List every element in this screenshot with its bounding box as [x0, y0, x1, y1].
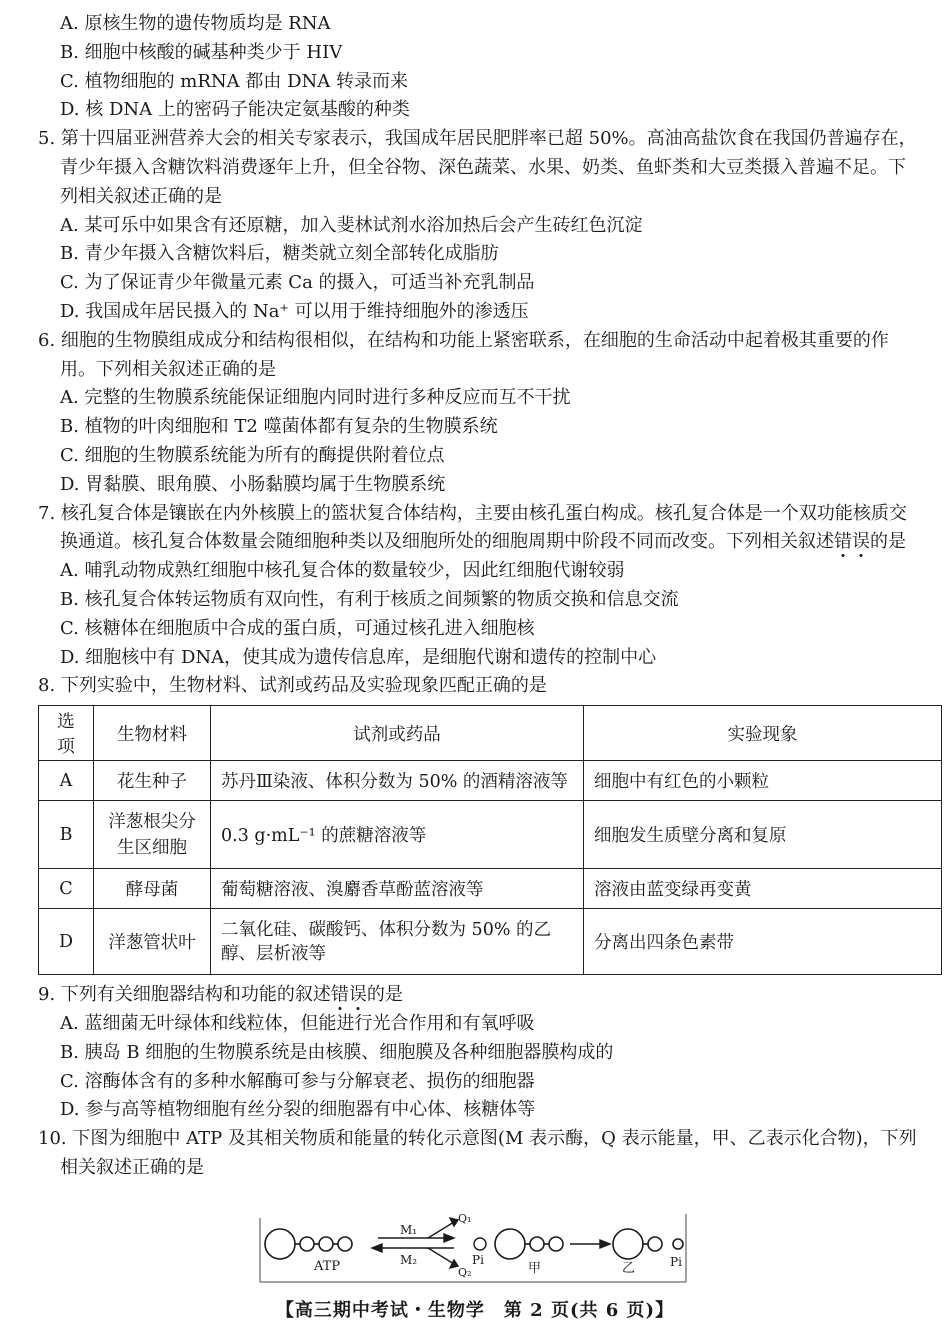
q6-option-b: B. 植物的叶肉细胞和 T2 噬菌体都有复杂的生物膜系统 [60, 416, 498, 438]
q4-option-d: D. 核 DNA 上的密码子能决定氨基酸的种类 [60, 99, 410, 121]
cell-material: 洋葱管状叶 [94, 909, 211, 975]
q9-option-b: B. 胰岛 B 细胞的生物膜系统是由核膜、细胞膜及各种细胞器膜构成的 [60, 1041, 614, 1063]
cell-phenomenon: 溶液由蓝变绿再变黄 [584, 869, 942, 909]
cell-phenomenon: 细胞发生质壁分离和复原 [584, 801, 942, 869]
q9-stem [38, 981, 918, 1010]
q7-stem [38, 500, 918, 558]
q9-option-d: D. 参与高等植物细胞有丝分裂的细胞器有中心体、核糖体等 [60, 1099, 536, 1121]
q5-option-a: A. 某可乐中如果含有还原糖，加入斐林试剂水浴加热后会产生砖红色沉淀 [60, 214, 643, 236]
q7-stem-end: 的是 [870, 531, 906, 553]
compound-jia [495, 1229, 563, 1259]
question-4-options [38, 10, 918, 125]
page-footer: 【高三期中考试・生物学 第 2 页(共 6 页)】 [275, 1300, 675, 1321]
table-row [39, 801, 942, 869]
phosphate-1 [474, 1238, 486, 1250]
q8-stem: 8. 下列实验中，生物材料、试剂或药品及实验现象匹配正确的是 [38, 675, 547, 697]
q9-stem-text: 9. 下列有关细胞器结构和功能的叙述 [38, 984, 331, 1006]
atp-diagram-svg [258, 1212, 698, 1290]
energy-q1-label: Q₁ [458, 1212, 472, 1225]
emphasis-char: 错 [834, 531, 852, 553]
cell-phenomenon: 分离出四条色素带 [584, 909, 942, 975]
q5-option-b: B. 青少年摄入含糖饮料后，糖类就立刻全部转化成脂肪 [60, 243, 499, 265]
q9-option-c: C. 溶酶体含有的多种水解酶可参与分解衰老、损伤的细胞器 [60, 1070, 535, 1092]
cell-material: 酵母菌 [94, 869, 211, 909]
cell-option: B [39, 801, 94, 869]
jia-label: 甲 [528, 1261, 542, 1276]
question-7 [38, 500, 918, 673]
q7-option-a: A. 哺乳动物成熟红细胞中核孔复合体的数量较少，因此红细胞代谢较弱 [60, 560, 625, 582]
q9-option-a: A. 蓝细菌无叶绿体和线粒体，但能进行光合作用和有氧呼吸 [60, 1012, 535, 1034]
q4-option-c: C. 植物细胞的 mRNA 都由 DNA 转录而来 [60, 70, 409, 92]
atp-label: ATP [314, 1259, 341, 1274]
table-row [39, 909, 942, 975]
question-6 [38, 327, 918, 500]
q5-stem: 5. 第十四届亚洲营养大会的相关专家表示，我国成年居民肥胖率已超 50%。高油高盐饮食在我国仍普遍存在，青少年摄入含糖饮料消费逐年上升，但全谷物、深色蔬菜、水果、奶类、鱼虾类和大豆类摄入普遍不足。下列相关叙述正确的是 [38, 128, 917, 207]
experiment-table [38, 705, 942, 975]
exam-page [38, 10, 918, 1183]
emphasis-char: 误 [852, 531, 870, 553]
q9-emphasis [331, 984, 367, 1005]
header-material: 生物材料 [94, 706, 211, 761]
arrow-to-yi [570, 1240, 610, 1248]
cell-reagent: 二氧化硅、碳酸钙、体积分数为 50% 的乙醇、层析液等 [211, 909, 584, 975]
q7-option-d: D. 细胞核中有 DNA，使其成为遗传信息库，是细胞代谢和遗传的控制中心 [60, 646, 657, 668]
atp-molecule [265, 1229, 352, 1259]
question-5 [38, 125, 918, 327]
q6-option-a: A. 完整的生物膜系统能保证细胞内同时进行多种反应而互不干扰 [60, 387, 571, 409]
cell-material: 花生种子 [94, 761, 211, 801]
pi-label-1: Pi [472, 1253, 484, 1267]
cell-option: D [39, 909, 94, 975]
q6-option-d: D. 胃黏膜、眼角膜、小肠黏膜均属于生物膜系统 [60, 473, 446, 495]
header-reagent: 试剂或药品 [211, 706, 584, 761]
table-header-row [39, 706, 942, 761]
cell-option: A [39, 761, 94, 801]
q7-stem-text: 7. 核孔复合体是镶嵌在内外核膜上的篮状复合体结构，主要由核孔蛋白构成。核孔复合体是一个双功能核质交换通道。核孔复合体数量会随细胞种类以及细胞所处的细胞周期中阶段不同而改变。下列相关叙述 [38, 502, 907, 553]
q4-option-a: A. 原核生物的遗传物质均是 RNA [60, 13, 331, 34]
table-row [39, 761, 942, 801]
header-option: 选项 [39, 706, 94, 761]
enzyme-m2-label: M₂ [400, 1253, 418, 1267]
emphasis-char: 错 [330, 984, 349, 1006]
emphasis-char: 误 [348, 984, 367, 1006]
energy-q2-label: Q₂ [458, 1266, 472, 1279]
question-9 [38, 981, 918, 1125]
header-phenomenon: 实验现象 [584, 706, 942, 761]
cell-phenomenon: 细胞中有红色的小颗粒 [584, 761, 942, 801]
q6-option-c: C. 细胞的生物膜系统能为所有的酶提供附着位点 [60, 444, 445, 466]
question-8 [38, 672, 918, 975]
cell-reagent: 葡萄糖溶液、溴麝香草酚蓝溶液等 [211, 869, 584, 909]
cell-material: 洋葱根尖分生区细胞 [94, 801, 211, 869]
yi-label: 乙 [622, 1261, 636, 1276]
cell-reagent: 苏丹Ⅲ染液、体积分数为 50% 的酒精溶液等 [211, 761, 584, 801]
atp-conversion-diagram [258, 1212, 698, 1290]
q6-stem: 6. 细胞的生物膜组成成分和结构很相似，在结构和功能上紧密联系，在细胞的生命活动中起着极其重要的作用。下列相关叙述正确的是 [38, 329, 889, 380]
q4-option-b: B. 细胞中核酸的碱基种类少于 HIV [60, 41, 343, 63]
q10-stem: 10. 下图为细胞中 ATP 及其相关物质和能量的转化示意图(M 表示酶，Q 表示能量，甲、乙表示化合物)，下列相关叙述正确的是 [38, 1128, 917, 1178]
question-10 [38, 1125, 918, 1183]
q9-stem-end: 的是 [366, 984, 403, 1006]
cell-option: C [39, 869, 94, 909]
q5-option-d: D. 我国成年居民摄入的 Na⁺ 可以用于维持细胞外的渗透压 [60, 300, 529, 322]
table-row [39, 869, 942, 909]
q7-emphasis [834, 531, 870, 552]
q5-option-c: C. 为了保证青少年微量元素 Ca 的摄入，可适当补充乳制品 [60, 272, 535, 294]
q7-option-b: B. 核孔复合体转运物质有双向性，有利于核质之间频繁的物质交换和信息交流 [60, 588, 679, 610]
enzyme-m1-label: M₁ [400, 1223, 418, 1237]
cell-reagent: 0.3 g·mL⁻¹ 的蔗糖溶液等 [211, 801, 584, 869]
q7-option-c: C. 核糖体在细胞质中合成的蛋白质，可通过核孔进入细胞核 [60, 617, 535, 639]
pi-label-2: Pi [670, 1255, 682, 1269]
